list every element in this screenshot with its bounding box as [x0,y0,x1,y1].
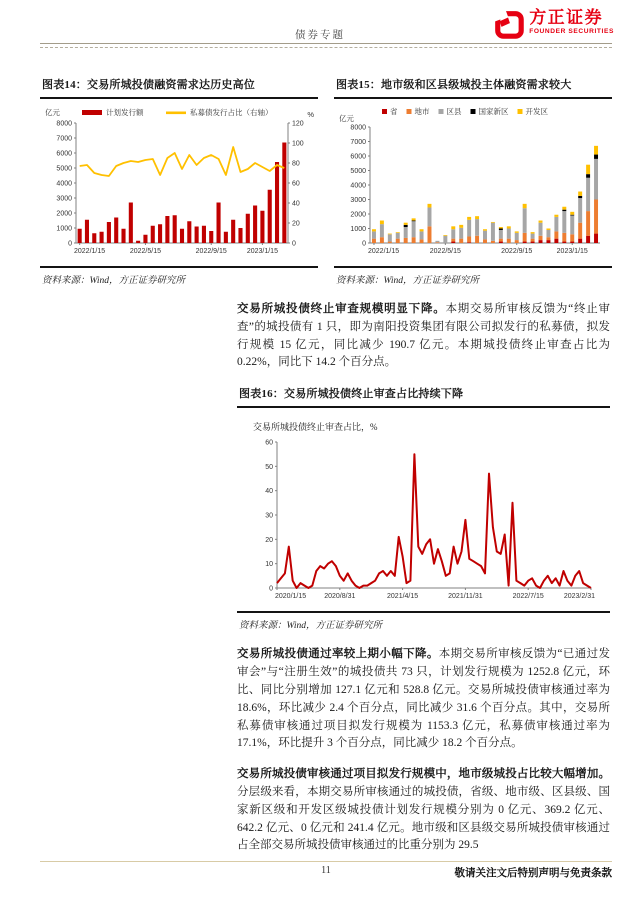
figure-15-source: 资料来源：Wind，方正证券研究所 [334,266,612,286]
svg-text:2020/8/31: 2020/8/31 [324,593,356,601]
svg-text:2022/9/15: 2022/9/15 [501,248,533,255]
svg-text:10: 10 [265,561,273,569]
paragraph-2-lead: 交易所城投债通过率较上期小幅下降。 [237,648,439,661]
svg-text:0: 0 [292,240,296,248]
svg-text:100: 100 [292,140,304,148]
figure-14-chart [40,103,318,259]
svg-text:30: 30 [265,512,273,520]
body-text-column [237,301,610,855]
svg-text:2000: 2000 [350,211,366,219]
figure-15-chart [334,103,612,259]
svg-text:0: 0 [269,585,273,593]
svg-text:20: 20 [265,537,273,545]
page-footer [40,861,612,880]
svg-text:2022/5/15: 2022/5/15 [429,248,461,255]
svg-text:8000: 8000 [56,120,72,128]
svg-text:2000: 2000 [56,210,72,218]
svg-text:8000: 8000 [350,124,366,132]
figure-14-title: 图表14：交易所城投债融资需求达历史高位 [40,76,318,99]
svg-text:2020/1/15: 2020/1/15 [275,593,307,601]
page-header [0,0,640,52]
svg-text:120: 120 [292,120,304,128]
paragraph-3-body: 分层级来看，本期交易所审核通过的城投债，省级、地市级、区县级、国家新区级和开发区级城投债计划发行规模分别为 0 亿元、369.2 亿元、642.2 亿元、0 亿元和 241.4 亿元。地市级和区县级交易所城投债审核通过占全部交易所城投债审核通过的比重分别为 29.5 [237,785,610,852]
svg-text:2023/2/31: 2023/2/31 [563,593,595,601]
header-rule-dashed [40,47,612,48]
svg-text:50: 50 [265,464,273,472]
svg-text:省: 省 [390,107,398,116]
svg-text:5000: 5000 [56,165,72,173]
svg-text:1000: 1000 [350,226,366,233]
svg-text:地市: 地市 [414,107,430,116]
figure-16-title: 图表16：交易所城投债终止审查占比持续下降 [237,385,610,408]
svg-text:80: 80 [292,160,300,168]
figure-14 [40,76,318,286]
svg-text:2023/1/15: 2023/1/15 [556,248,588,255]
svg-text:亿元: 亿元 [45,108,60,117]
paragraph-2 [237,646,610,753]
figure-16-chart [249,436,599,604]
svg-text:60: 60 [292,180,300,188]
figure-16 [237,385,610,631]
svg-text:60: 60 [265,439,273,447]
brand-name-en: FOUNDER SECURITIES [529,28,614,35]
paragraph-2-body: 本期交易所审核反馈为“已通过发审会”与“注册生效”的城投债共 73 只，计划发行规模为 1252.8 亿元，环比、同比分别增加 127.1 亿元和 528.8 亿元。交易所城投债审核通过率为 18.6%，环比减少 2.4 个百分点，同比减少 31.6 个百分点。其中，交易所私募债审核通过项目拟发行规模为 1153.3 亿元，私募债审核通过率为 17.1%，环比提升 3 个百分点，同比减少 18.2 个百分点。 [237,648,610,750]
svg-text:7000: 7000 [350,139,366,146]
figure-14-source: 资料来源：Wind，方正证券研究所 [40,266,318,286]
svg-text:2023/1/15: 2023/1/15 [246,248,278,255]
svg-text:4000: 4000 [350,182,366,190]
svg-text:私募债发行占比（右轴）: 私募债发行占比（右轴） [190,108,273,117]
svg-text:计划发行额: 计划发行额 [106,108,144,117]
svg-text:5000: 5000 [350,168,366,175]
svg-text:4000: 4000 [56,180,72,188]
figure-15-title: 图表15：地市级和区县级城投主体融资需求较大 [334,76,612,99]
svg-text:3000: 3000 [350,197,366,204]
svg-text:2022/9/15: 2022/9/15 [195,248,227,255]
paragraph-1 [237,301,610,372]
paragraph-3 [237,766,610,855]
paragraph-1-body: 本期交易所审核反馈为“终止审查”的城投债有 1 只，即为南阳投资集团有限公司拟发行的私募债，拟发行规模 15 亿元，同比减少 190.7 亿元。本期城投债终止审查占比为 0.22%，同比下 14.2 个百分点。 [237,303,611,369]
svg-text:20: 20 [292,220,300,228]
document-type-label: 债券专题 [295,30,345,41]
svg-text:2022/5/15: 2022/5/15 [129,248,162,255]
svg-text:7000: 7000 [56,135,72,143]
svg-text:开发区: 开发区 [525,107,548,116]
svg-text:40: 40 [265,488,273,496]
figure-16-source: 资料来源：Wind，方正证券研究所 [237,611,610,631]
charts-row [40,76,612,286]
paragraph-3-lead: 交易所城投债审核通过项目拟发行规模中，地市级城投占比较大幅增加。 [237,768,610,781]
page-number: 11 [321,865,331,876]
svg-text:2022/1/15: 2022/1/15 [74,248,106,255]
svg-text:1000: 1000 [56,225,72,233]
svg-text:国家新区: 国家新区 [478,107,509,116]
svg-text:6000: 6000 [350,153,366,161]
svg-text:3000: 3000 [56,195,72,203]
svg-text:区县: 区县 [446,107,462,116]
svg-text:0: 0 [362,240,366,248]
svg-text:2021/11/31: 2021/11/31 [448,593,483,601]
paragraph-1-lead: 交易所城投债终止审查规模明显下降。 [237,303,446,315]
svg-text:0: 0 [68,240,72,248]
svg-text:亿元: 亿元 [339,114,354,123]
svg-text:2022/1/15: 2022/1/15 [368,248,400,255]
svg-text:40: 40 [292,200,300,208]
svg-text:6000: 6000 [56,150,72,158]
header-rule-solid [40,43,612,44]
brand-name-cn: 方正证券 [529,8,604,27]
svg-text:2021/4/15: 2021/4/15 [387,593,419,601]
disclaimer-note: 敬请关注文后特别声明与免责条款 [454,868,612,879]
svg-text:2022/7/15: 2022/7/15 [512,593,544,601]
figure-15 [334,76,612,286]
figure-16-axis-caption: 交易所城投债终止审查占比，% [253,422,378,433]
svg-text:%: % [307,110,314,119]
